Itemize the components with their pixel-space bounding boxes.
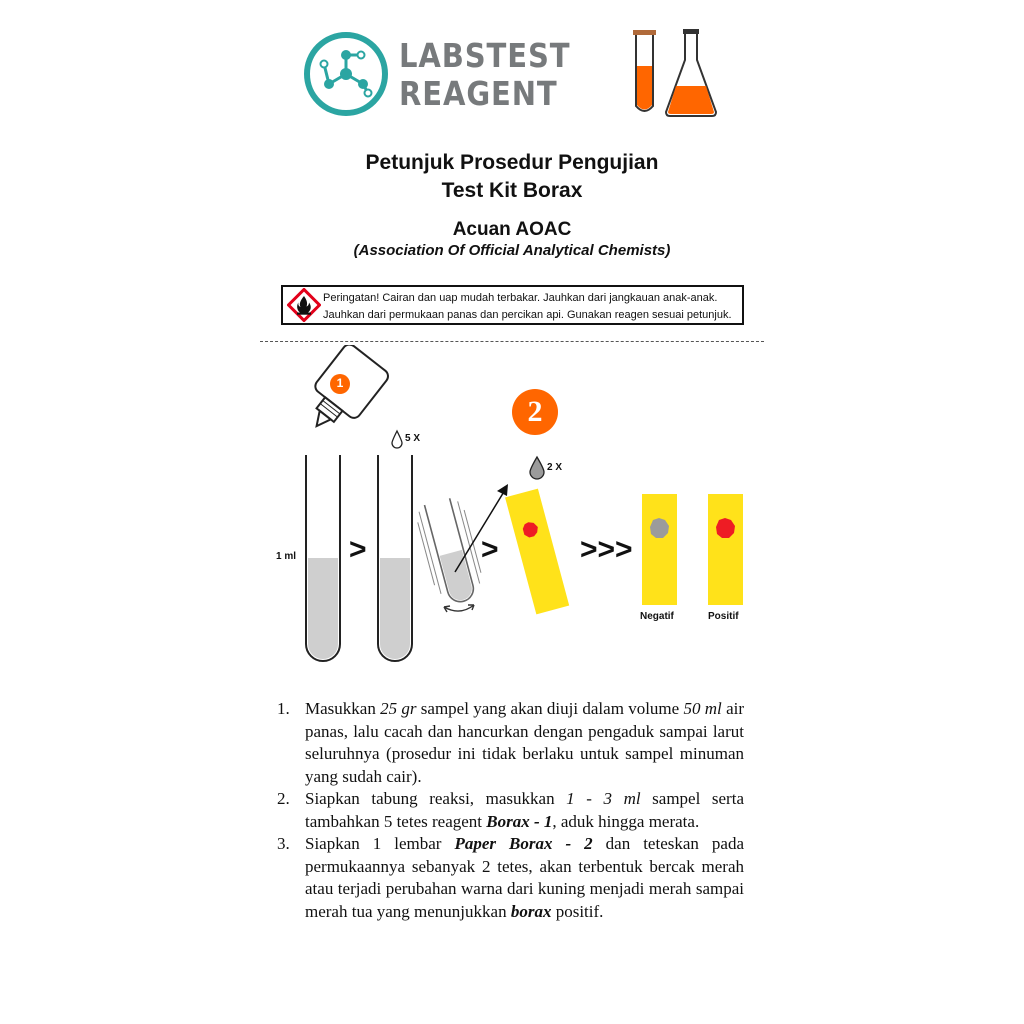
brand-name-line1: LABSTEST	[399, 36, 571, 75]
molecule-icon	[303, 31, 389, 117]
step-text: sampel serta tambahkan 5 tetes reagent	[305, 789, 744, 831]
arrow-2: >	[481, 533, 499, 566]
tilted-paper-strip	[505, 489, 569, 615]
step-text: 1 - 3 ml	[566, 789, 641, 808]
page-title-line1: Petunjuk Prosedur Pengujian	[365, 151, 659, 174]
drop-icon	[392, 431, 402, 448]
warning-line-1: Peringatan! Cairan dan uap mudah terbakar. Jauhkan dari jangkauan anak-anak.	[323, 292, 718, 304]
step-1-badge-label: 1	[336, 376, 344, 390]
step-2-badge-label: 2	[527, 395, 543, 428]
step-text: air panas, lalu cacah dan hancurkan dengan pengaduk sampai larut seluruhnya (prosedur ini tidak berlaku untuk sampel minuman yang sudah cair).	[305, 699, 744, 786]
arrow-3: >>>	[580, 533, 633, 566]
step-text: Borax - 1	[486, 811, 553, 831]
step-text: borax	[510, 901, 552, 921]
reference-title: Acuan AOAC	[452, 219, 572, 240]
step-text: 25 gr	[380, 699, 417, 718]
instruction-step	[277, 698, 744, 788]
step-text: Paper Borax - 2	[454, 834, 593, 853]
negative-strip	[642, 494, 677, 605]
drops-paper-label: 2 X	[547, 462, 563, 473]
step-text: sampel yang akan diuji dalam volume	[416, 699, 684, 718]
section-divider	[260, 341, 764, 342]
brand-name-line2: REAGENT	[399, 74, 558, 113]
reference-subtitle: (Association Of Official Analytical Chemists)	[353, 242, 671, 259]
negative-label: Negatif	[640, 611, 674, 622]
shaking-tube	[414, 495, 487, 607]
warning-box	[281, 285, 744, 325]
step-text: 50 ml	[683, 699, 722, 718]
arrow-1: >	[349, 533, 367, 566]
step-text: Siapkan 1 lembar	[305, 834, 455, 853]
flammable-hazard-icon	[287, 288, 321, 322]
step-text: , aduk hingga merata.	[552, 811, 700, 831]
drop-icon-2	[530, 457, 544, 479]
step-text: Masukkan	[305, 699, 381, 718]
brand-header	[0, 0, 1024, 130]
step-number: 3.	[277, 834, 290, 853]
instruction-step	[277, 833, 744, 923]
positive-strip	[708, 494, 743, 605]
warning-text	[323, 290, 732, 324]
volume-label: 1 ml	[276, 551, 297, 562]
instruction-step	[277, 788, 744, 833]
test-tube-and-flask-icon	[630, 28, 725, 120]
procedure-diagram	[0, 345, 1024, 675]
step-text: Siapkan tabung reaksi, masukkan	[305, 789, 567, 808]
drops-reagent-label: 5 X	[405, 433, 421, 444]
step-number: 2.	[277, 789, 290, 808]
step-number: 1.	[277, 699, 290, 718]
positive-label: Positif	[708, 611, 739, 622]
reagent-bottle-icon	[295, 345, 390, 443]
diagram-graphics	[0, 345, 1024, 675]
step-text: positif.	[551, 901, 604, 921]
warning-line-2: Jauhkan dari permukaan panas dan percikan api. Gunakan reagen sesuai petunjuk.	[323, 309, 732, 321]
instruction-list	[277, 698, 744, 923]
page-title-line2: Test Kit Borax	[441, 179, 583, 202]
step-text: dan teteskan pada permukaannya sebanyak 2 tetes, akan terbentuk bercak merah atau terjadi perubahan warna dari kuning menjadi merah sampai merah tua yang menunjukkan	[305, 834, 744, 921]
